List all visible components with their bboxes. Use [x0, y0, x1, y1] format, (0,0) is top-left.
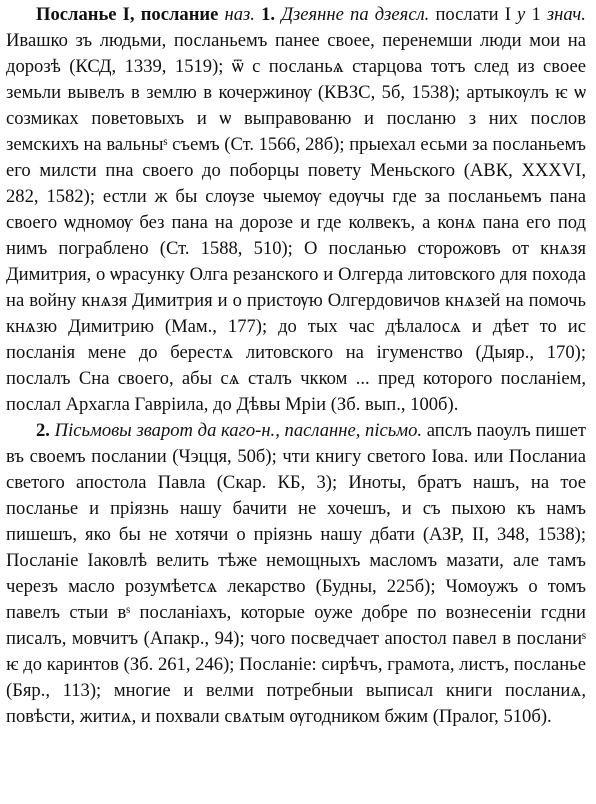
sense-1-reference-italic: у [517, 4, 526, 25]
sense-1-reference: послати І [435, 4, 511, 25]
sense-1-definition: Дзеянне па дзеясл. [281, 4, 430, 25]
sense-1-citations: Ивашко зъ людьми, посланьемъ панее своее, перенемши люди мои на дорозѣ (КСД, 1339, 1519); ѿ с посланьѧ старцова тотъ след из своее земьли вывелъ в землю в кочержинѹ (КВЗС, 5б, 1538); артыкѹлъ ѥ ѡ созмиках поветовыхъ и ѡ выправованю и посланю з них послов земскихъ на вальныˢ съемъ (Ст. 1566, 28б); прыехал есьми за посланьемъ его милсти пна своего до поборцы повету Меньского (АВК, XXXVI, 282, 1582); естли ж бы слѹзе чыемѹ едѹчы где за посланьемъ пана своего ѡдномѹ без пана на дорозе и где колвекъ, а конѧ пана его под нимъ пограблено (Ст. 1588, 510); О посланью сторожовъ от кнѧзя Димитрия, о ѡрасунку Олга резанского и Олгерда литовского для похода на войну кнѧзя Димитрия и о пристѹю Олгердовичов кнѧзей на помочь кнѧзю Димитрию (Мам., 177); до тых час дѣлалосѧ и дѣет то ис посланія мене до берестѧ литовского на ігуменство (Дыяр., 170); послалъ Сна своего, абы сѧ сталъ чкком ... пред которого посланіем, послал Архагла Гавріила, до Дѣвы Мріи (Зб. вып., 100б). [6, 30, 586, 415]
grammar-label: наз. [224, 4, 255, 25]
sense-2-definition: Пісьмовы зварот да каго-н., пасланне, пісьмо. [54, 420, 423, 441]
sense-1-number: 1. [261, 4, 276, 25]
sense-2-citations: апслъ паоулъ пишет въ своемъ послании (Чэцця, 50б); чти книгу светого Іова. или Посланиа светого апостола Павла (Скар. КБ, 3); Иноты, братъ нашъ, на тое посланье и пріязнь нашу бачити не хочешъ, и съ пыхою къ намъ пишешъ, яко бы не хотячи о пріязнь нашу дбати (АЗР, II, 348, 1538); Посланіе Іаковлѣ велить тѣже немощныхъ масломъ мазати, але тамъ черезъ масло розумѣетсѧ лекарство (Будны, 225б); Чомоужъ о томъ павелъ стыи вˢ посланіахъ, которые оуже добре по вознесеніи гсдни писалъ, мовчитъ (Апакр., 94); чого посведчает апостол павел в посланиˢ ѥ до каринтов (Зб. 261, 246); Посланіе: сирѣчъ, грамота, листъ, посланье (Бяр., 113); многие и велми потребныи выписал книги посланиѧ, повѣсти, житиѧ, и похвали свѧтым ѹгодником бжим (Пралог, 510б). [6, 420, 586, 727]
headword: Посланье І, послание [36, 4, 219, 25]
sense-1-reference-number: 1 [531, 4, 541, 25]
entry-sense-1 [6, 2, 586, 418]
sense-2-number: 2. [36, 420, 50, 441]
entry-sense-2 [6, 418, 586, 730]
sense-1-reference-meaning: знач. [546, 4, 586, 25]
